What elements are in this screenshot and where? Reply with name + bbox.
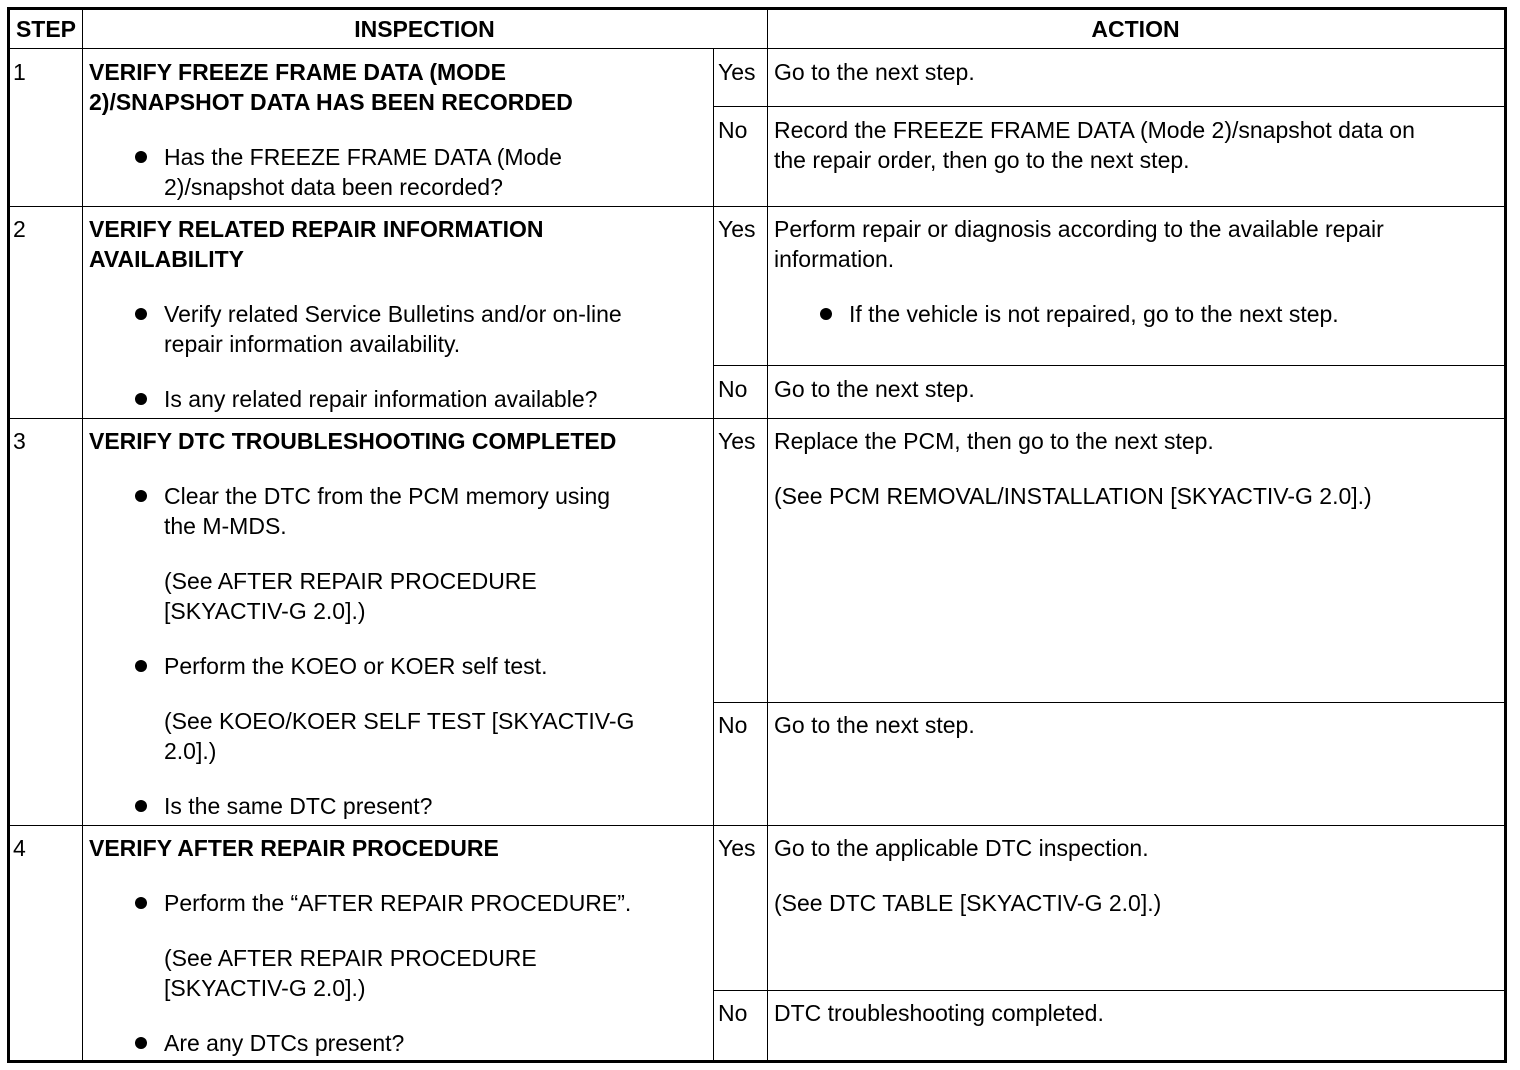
inspection-reference: (See KOEO/KOER SELF TEST [SKYACTIV-G — [164, 708, 635, 734]
header-divider — [10, 48, 1504, 49]
no-label: No — [718, 117, 748, 143]
yes-no-divider — [713, 365, 1504, 366]
header-step: STEP — [15, 16, 77, 42]
inspection-item: Perform the KOEO or KOER self test. — [164, 653, 548, 679]
inspection-item: Clear the DTC from the PCM memory using — [164, 483, 611, 509]
inspection-item: Is any related repair information available? — [164, 386, 598, 412]
row-divider — [10, 418, 1504, 419]
inspection-item: Verify related Service Bulletins and/or on-line — [164, 301, 622, 327]
step-title: VERIFY RELATED REPAIR INFORMATION — [89, 216, 544, 242]
yes-action: Go to the next step. — [774, 59, 975, 85]
row-divider — [10, 825, 1504, 826]
inspection-item: Is the same DTC present? — [164, 793, 433, 819]
yes-action-bullet: If the vehicle is not repaired, go to the next step. — [849, 301, 1339, 327]
yes-label: Yes — [718, 835, 756, 861]
no-label: No — [718, 712, 748, 738]
yes-action: Replace the PCM, then go to the next step. — [774, 428, 1214, 454]
bullet-icon — [135, 1037, 147, 1049]
inspection-item: 2)/snapshot data been recorded? — [164, 174, 503, 200]
yes-no-divider — [713, 106, 1504, 107]
column-divider — [713, 48, 714, 1060]
step-title: 2)/SNAPSHOT DATA HAS BEEN RECORDED — [89, 89, 573, 115]
no-action: Go to the next step. — [774, 712, 975, 738]
inspection-reference: (See AFTER REPAIR PROCEDURE — [164, 568, 537, 594]
diagnostic-procedure-table — [7, 7, 1507, 1063]
no-action: the repair order, then go to the next step. — [774, 147, 1190, 173]
yes-no-divider — [713, 702, 1504, 703]
yes-label: Yes — [718, 428, 756, 454]
yes-action: information. — [774, 246, 895, 272]
step-number: 4 — [13, 835, 26, 861]
column-divider — [82, 10, 83, 1060]
inspection-reference: [SKYACTIV-G 2.0].) — [164, 598, 366, 624]
yes-action-reference: (See DTC TABLE [SKYACTIV-G 2.0].) — [774, 890, 1162, 916]
inspection-item: the M-MDS. — [164, 513, 287, 539]
bullet-icon — [820, 308, 832, 320]
step-number: 2 — [13, 216, 26, 242]
no-action: Go to the next step. — [774, 376, 975, 402]
bullet-icon — [135, 490, 147, 502]
column-divider — [767, 10, 768, 1060]
yes-label: Yes — [718, 216, 756, 242]
header-action: ACTION — [1091, 16, 1180, 42]
no-action: Record the FREEZE FRAME DATA (Mode 2)/snapshot data on — [774, 117, 1415, 143]
table-grid — [10, 10, 1504, 1060]
step-title: VERIFY FREEZE FRAME DATA (MODE — [89, 59, 506, 85]
header-inspection: INSPECTION — [354, 16, 495, 42]
step-number: 1 — [13, 59, 26, 85]
no-label: No — [718, 1000, 748, 1026]
inspection-reference: (See AFTER REPAIR PROCEDURE — [164, 945, 537, 971]
bullet-icon — [135, 800, 147, 812]
inspection-item: Has the FREEZE FRAME DATA (Mode — [164, 144, 562, 170]
yes-no-divider — [713, 990, 1504, 991]
inspection-reference: [SKYACTIV-G 2.0].) — [164, 975, 366, 1001]
step-title: VERIFY DTC TROUBLESHOOTING COMPLETED — [89, 428, 617, 454]
step-title: AVAILABILITY — [89, 246, 245, 272]
no-action: DTC troubleshooting completed. — [774, 1000, 1104, 1026]
bullet-icon — [135, 151, 147, 163]
step-number: 3 — [13, 428, 26, 454]
yes-action: Go to the applicable DTC inspection. — [774, 835, 1149, 861]
row-divider — [10, 206, 1504, 207]
yes-action-reference: (See PCM REMOVAL/INSTALLATION [SKYACTIV-G 2.0].) — [774, 483, 1372, 509]
yes-label: Yes — [718, 59, 756, 85]
yes-action: Perform repair or diagnosis according to the available repair — [774, 216, 1384, 242]
step-title: VERIFY AFTER REPAIR PROCEDURE — [89, 835, 499, 861]
no-label: No — [718, 376, 748, 402]
inspection-reference: 2.0].) — [164, 738, 217, 764]
inspection-item: Perform the “AFTER REPAIR PROCEDURE”. — [164, 890, 632, 916]
inspection-item: Are any DTCs present? — [164, 1030, 405, 1056]
bullet-icon — [135, 308, 147, 320]
bullet-icon — [135, 897, 147, 909]
bullet-icon — [135, 393, 147, 405]
bullet-icon — [135, 660, 147, 672]
inspection-item: repair information availability. — [164, 331, 461, 357]
